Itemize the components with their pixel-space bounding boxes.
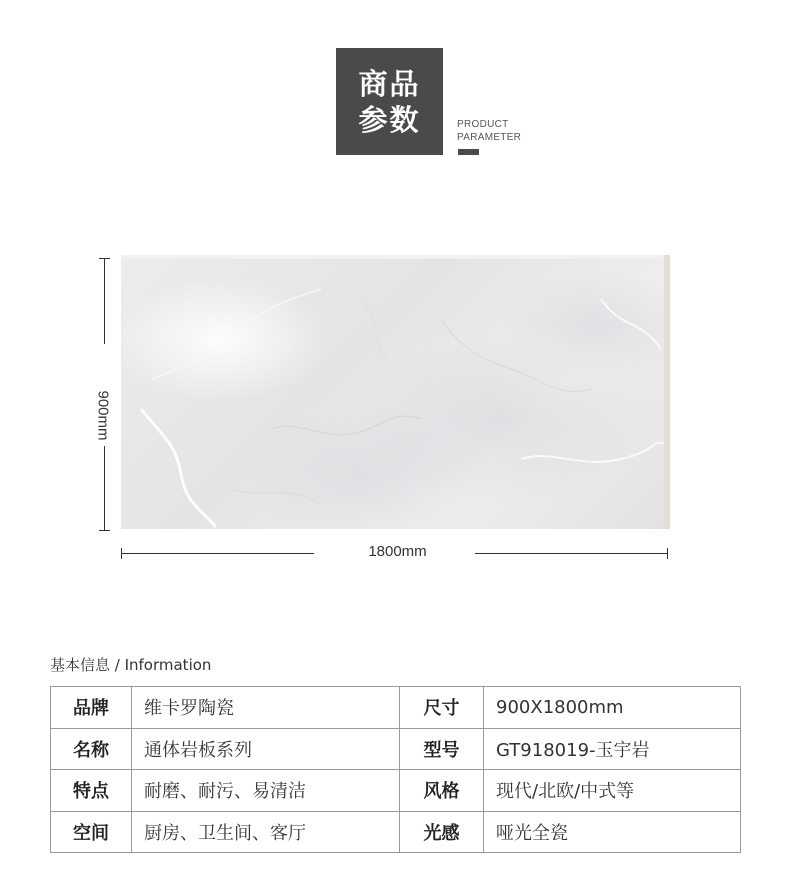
table-row (51, 687, 741, 729)
spec-key: 型号 (400, 728, 484, 770)
info-section-title: 基本信息 / Information (50, 656, 212, 674)
height-dimension-tick-bottom (99, 530, 110, 531)
table-row (51, 811, 741, 853)
marble-veins (121, 259, 664, 529)
spec-value: 耐磨、耐污、易清洁 (132, 770, 400, 812)
spec-value: 哑光全瓷 (484, 811, 741, 853)
width-dimension-tick-right (667, 548, 668, 559)
tile-side-edge (664, 255, 670, 529)
width-dimension-line-left (121, 553, 314, 554)
spec-key: 空间 (51, 811, 132, 853)
height-dimension-line-bottom (104, 446, 105, 531)
subtitle-line1: PRODUCT (457, 119, 509, 130)
spec-table (50, 686, 741, 853)
subtitle-accent-bar (458, 149, 479, 155)
height-dimension-label-box (88, 380, 118, 450)
spec-key: 风格 (400, 770, 484, 812)
spec-key: 光感 (400, 811, 484, 853)
spec-value: 维卡罗陶瓷 (132, 687, 400, 729)
section-title-line2: 参数 (358, 102, 421, 137)
section-title-badge (336, 48, 443, 155)
spec-key: 名称 (51, 728, 132, 770)
section-title-line1: 商品 (358, 66, 421, 101)
spec-value: 厨房、卫生间、客厅 (132, 811, 400, 853)
section-subtitle (457, 118, 521, 144)
spec-key: 特点 (51, 770, 132, 812)
spec-value: 900X1800mm (484, 687, 741, 729)
subtitle-line2: PARAMETER (457, 132, 522, 143)
spec-key: 尺寸 (400, 687, 484, 729)
spec-value: GT918019-玉宇岩 (484, 728, 741, 770)
width-dimension-line-right (475, 553, 668, 554)
height-dimension-label: 900mm (94, 389, 112, 441)
width-dimension-label: 1800mm (368, 543, 427, 560)
height-dimension-line-top (104, 258, 105, 344)
spec-key: 品牌 (51, 687, 132, 729)
marble-tile-image (121, 259, 664, 529)
spec-value: 现代/北欧/中式等 (484, 770, 741, 812)
table-row (51, 728, 741, 770)
table-row (51, 770, 741, 812)
spec-value: 通体岩板系列 (132, 728, 400, 770)
